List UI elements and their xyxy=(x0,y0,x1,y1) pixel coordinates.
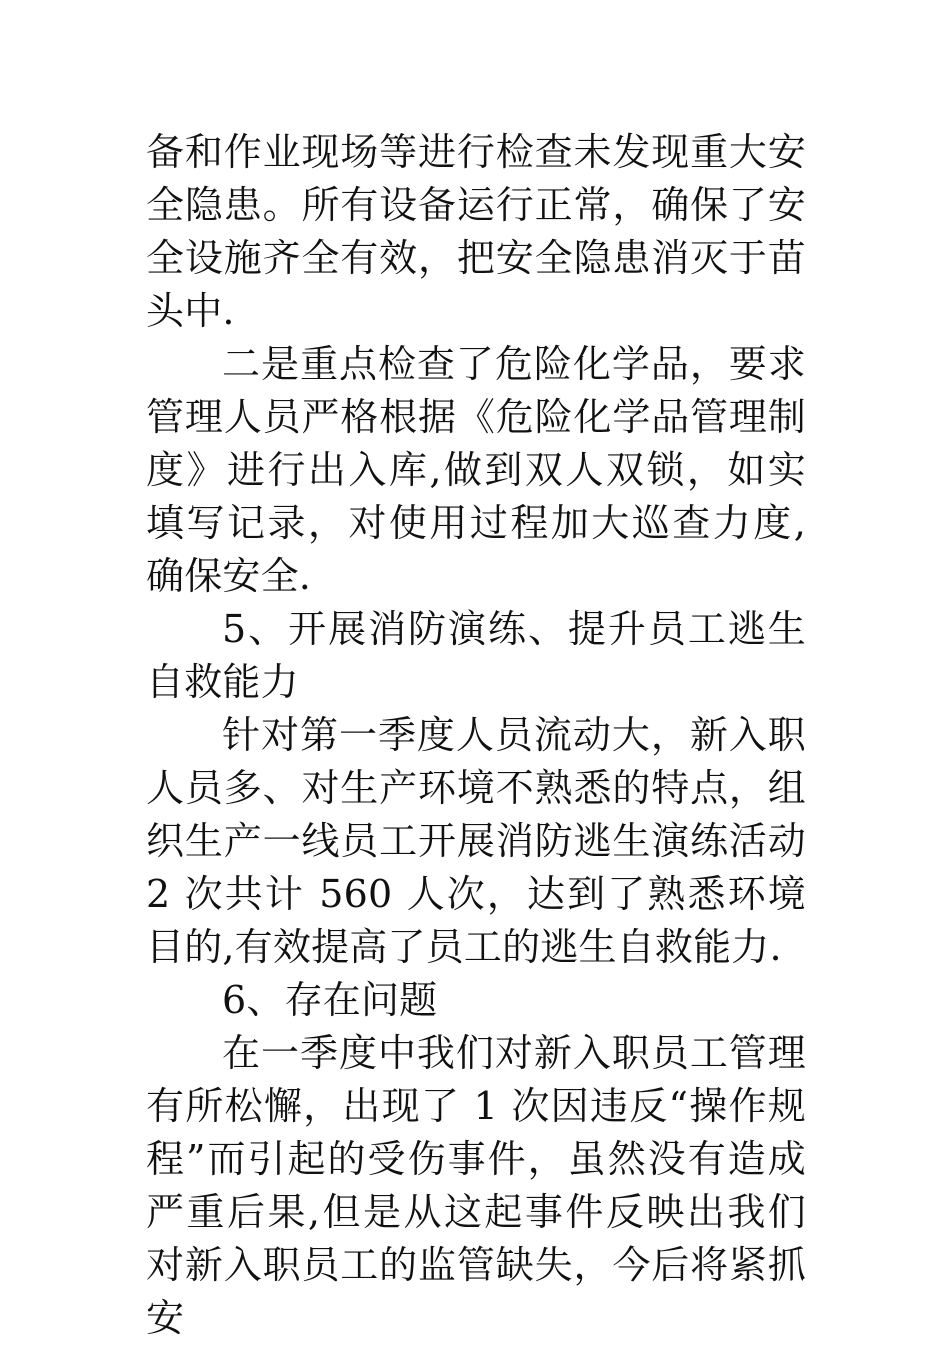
paragraph-safety-inspection-continued: 备和作业现场等进行检查未发现重大安全隐患。所有设备运行正常，确保了安全设施齐全有效，把安全隐患消灭于苗头中. xyxy=(146,130,806,333)
section-heading-existing-problems: 6、存在问题 xyxy=(222,978,438,1022)
paragraph-hazardous-chemicals: 二是重点检查了危险化学品，要求管理人员严格根据《危险化学品管理制度》进行出入库,做到双人双锁，如实填写记录，对使用过程加大巡查力度,确保安全. xyxy=(146,342,806,598)
section-heading-fire-drill: 5、开展消防演练、提升员工逃生自救能力 xyxy=(146,607,806,704)
document-body xyxy=(146,126,806,1345)
paragraph-existing-problems: 在一季度中我们对新入职员工管理有所松懈，出现了 1 次因违反“操作规程”而引起的受伤事件，虽然没有造成严重后果,但是从这起事件反映出我们对新入职员工的监管缺失，今后将紧抓安 xyxy=(146,1031,806,1340)
paragraph-fire-drill: 针对第一季度人员流动大，新入职人员多、对生产环境不熟悉的特点，组织生产一线员工开展消防逃生演练活动 2 次共计 560 人次，达到了熟悉环境目的,有效提高了员工的逃生自救能力. xyxy=(146,713,806,969)
